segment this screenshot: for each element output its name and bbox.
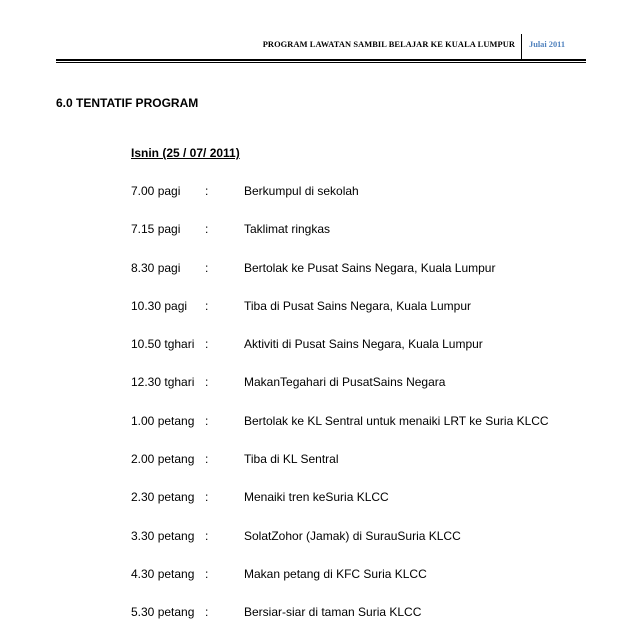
- schedule-time: 10.30 pagi: [131, 298, 188, 313]
- schedule-activity: Bertolak ke Pusat Sains Negara, Kuala Lumpur: [244, 260, 496, 275]
- schedule-separator: :: [205, 184, 209, 198]
- day-heading: Isnin (25 / 07/ 2011): [131, 146, 240, 160]
- schedule-row: [131, 567, 591, 605]
- header-date: Julai 2011: [529, 40, 566, 49]
- schedule-activity: Bertolak ke KL Sentral untuk menaiki LRT ke Suria KLCC: [244, 413, 549, 428]
- schedule-row: [131, 261, 591, 299]
- schedule-activity: Menaiki tren keSuria KLCC: [244, 490, 389, 505]
- header-rule: [56, 59, 586, 63]
- schedule-separator: :: [205, 337, 209, 352]
- schedule-time: 2.00 petang: [131, 452, 195, 467]
- schedule-activity: Tiba di KL Sentral: [244, 452, 339, 467]
- schedule-time: 4.30 petang: [131, 566, 195, 581]
- schedule-row: [131, 299, 591, 337]
- schedule-time: 3.30 petang: [131, 528, 195, 543]
- schedule-activity: Aktiviti di Pusat Sains Negara, Kuala Lumpur: [244, 337, 483, 352]
- schedule-activity: Taklimat ringkas: [244, 222, 331, 237]
- header-divider: [521, 34, 522, 60]
- schedule-separator: :: [205, 605, 209, 620]
- schedule-separator: :: [205, 260, 209, 275]
- schedule-row: [131, 452, 591, 490]
- schedule-time: 12.30 tghari: [131, 375, 195, 390]
- schedule-separator: :: [205, 375, 209, 390]
- schedule-row: [131, 490, 591, 528]
- schedule-time: 5.30 petang: [131, 605, 195, 620]
- schedule-row: [131, 184, 591, 222]
- schedule-row: [131, 414, 591, 452]
- schedule-activity: MakanTegahari di PusatSains Negara: [244, 375, 446, 390]
- page-header: [0, 34, 586, 60]
- schedule-separator: :: [205, 566, 209, 581]
- schedule-separator: :: [205, 528, 209, 543]
- schedule-list: [131, 184, 591, 644]
- schedule-row: [131, 337, 591, 375]
- schedule-time: 2.30 petang: [131, 490, 195, 505]
- schedule-time: 8.30 pagi: [131, 260, 181, 275]
- schedule-time: 7.00 pagi: [131, 184, 181, 198]
- schedule-separator: :: [205, 490, 209, 505]
- schedule-row: [131, 375, 591, 413]
- schedule-separator: :: [205, 413, 209, 428]
- schedule-separator: :: [205, 452, 209, 467]
- schedule-activity: Bersiar-siar di taman Suria KLCC: [244, 605, 422, 620]
- schedule-separator: :: [205, 222, 209, 237]
- schedule-time: 1.00 petang: [131, 413, 195, 428]
- schedule-separator: :: [205, 298, 209, 313]
- schedule-time: 10.50 tghari: [131, 337, 195, 352]
- schedule-activity: Berkumpul di sekolah: [244, 184, 359, 198]
- header-title: PROGRAM LAWATAN SAMBIL BELAJAR KE KUALA LUMPUR: [262, 40, 515, 49]
- schedule-row: [131, 529, 591, 567]
- schedule-row: [131, 222, 591, 260]
- section-heading: 6.0 TENTATIF PROGRAM: [56, 96, 199, 110]
- schedule-activity: Tiba di Pusat Sains Negara, Kuala Lumpur: [244, 298, 472, 313]
- schedule-activity: SolatZohor (Jamak) di SurauSuria KLCC: [244, 528, 461, 543]
- schedule-time: 7.15 pagi: [131, 222, 181, 237]
- schedule-activity: Makan petang di KFC Suria KLCC: [244, 566, 427, 581]
- schedule-row: [131, 605, 591, 643]
